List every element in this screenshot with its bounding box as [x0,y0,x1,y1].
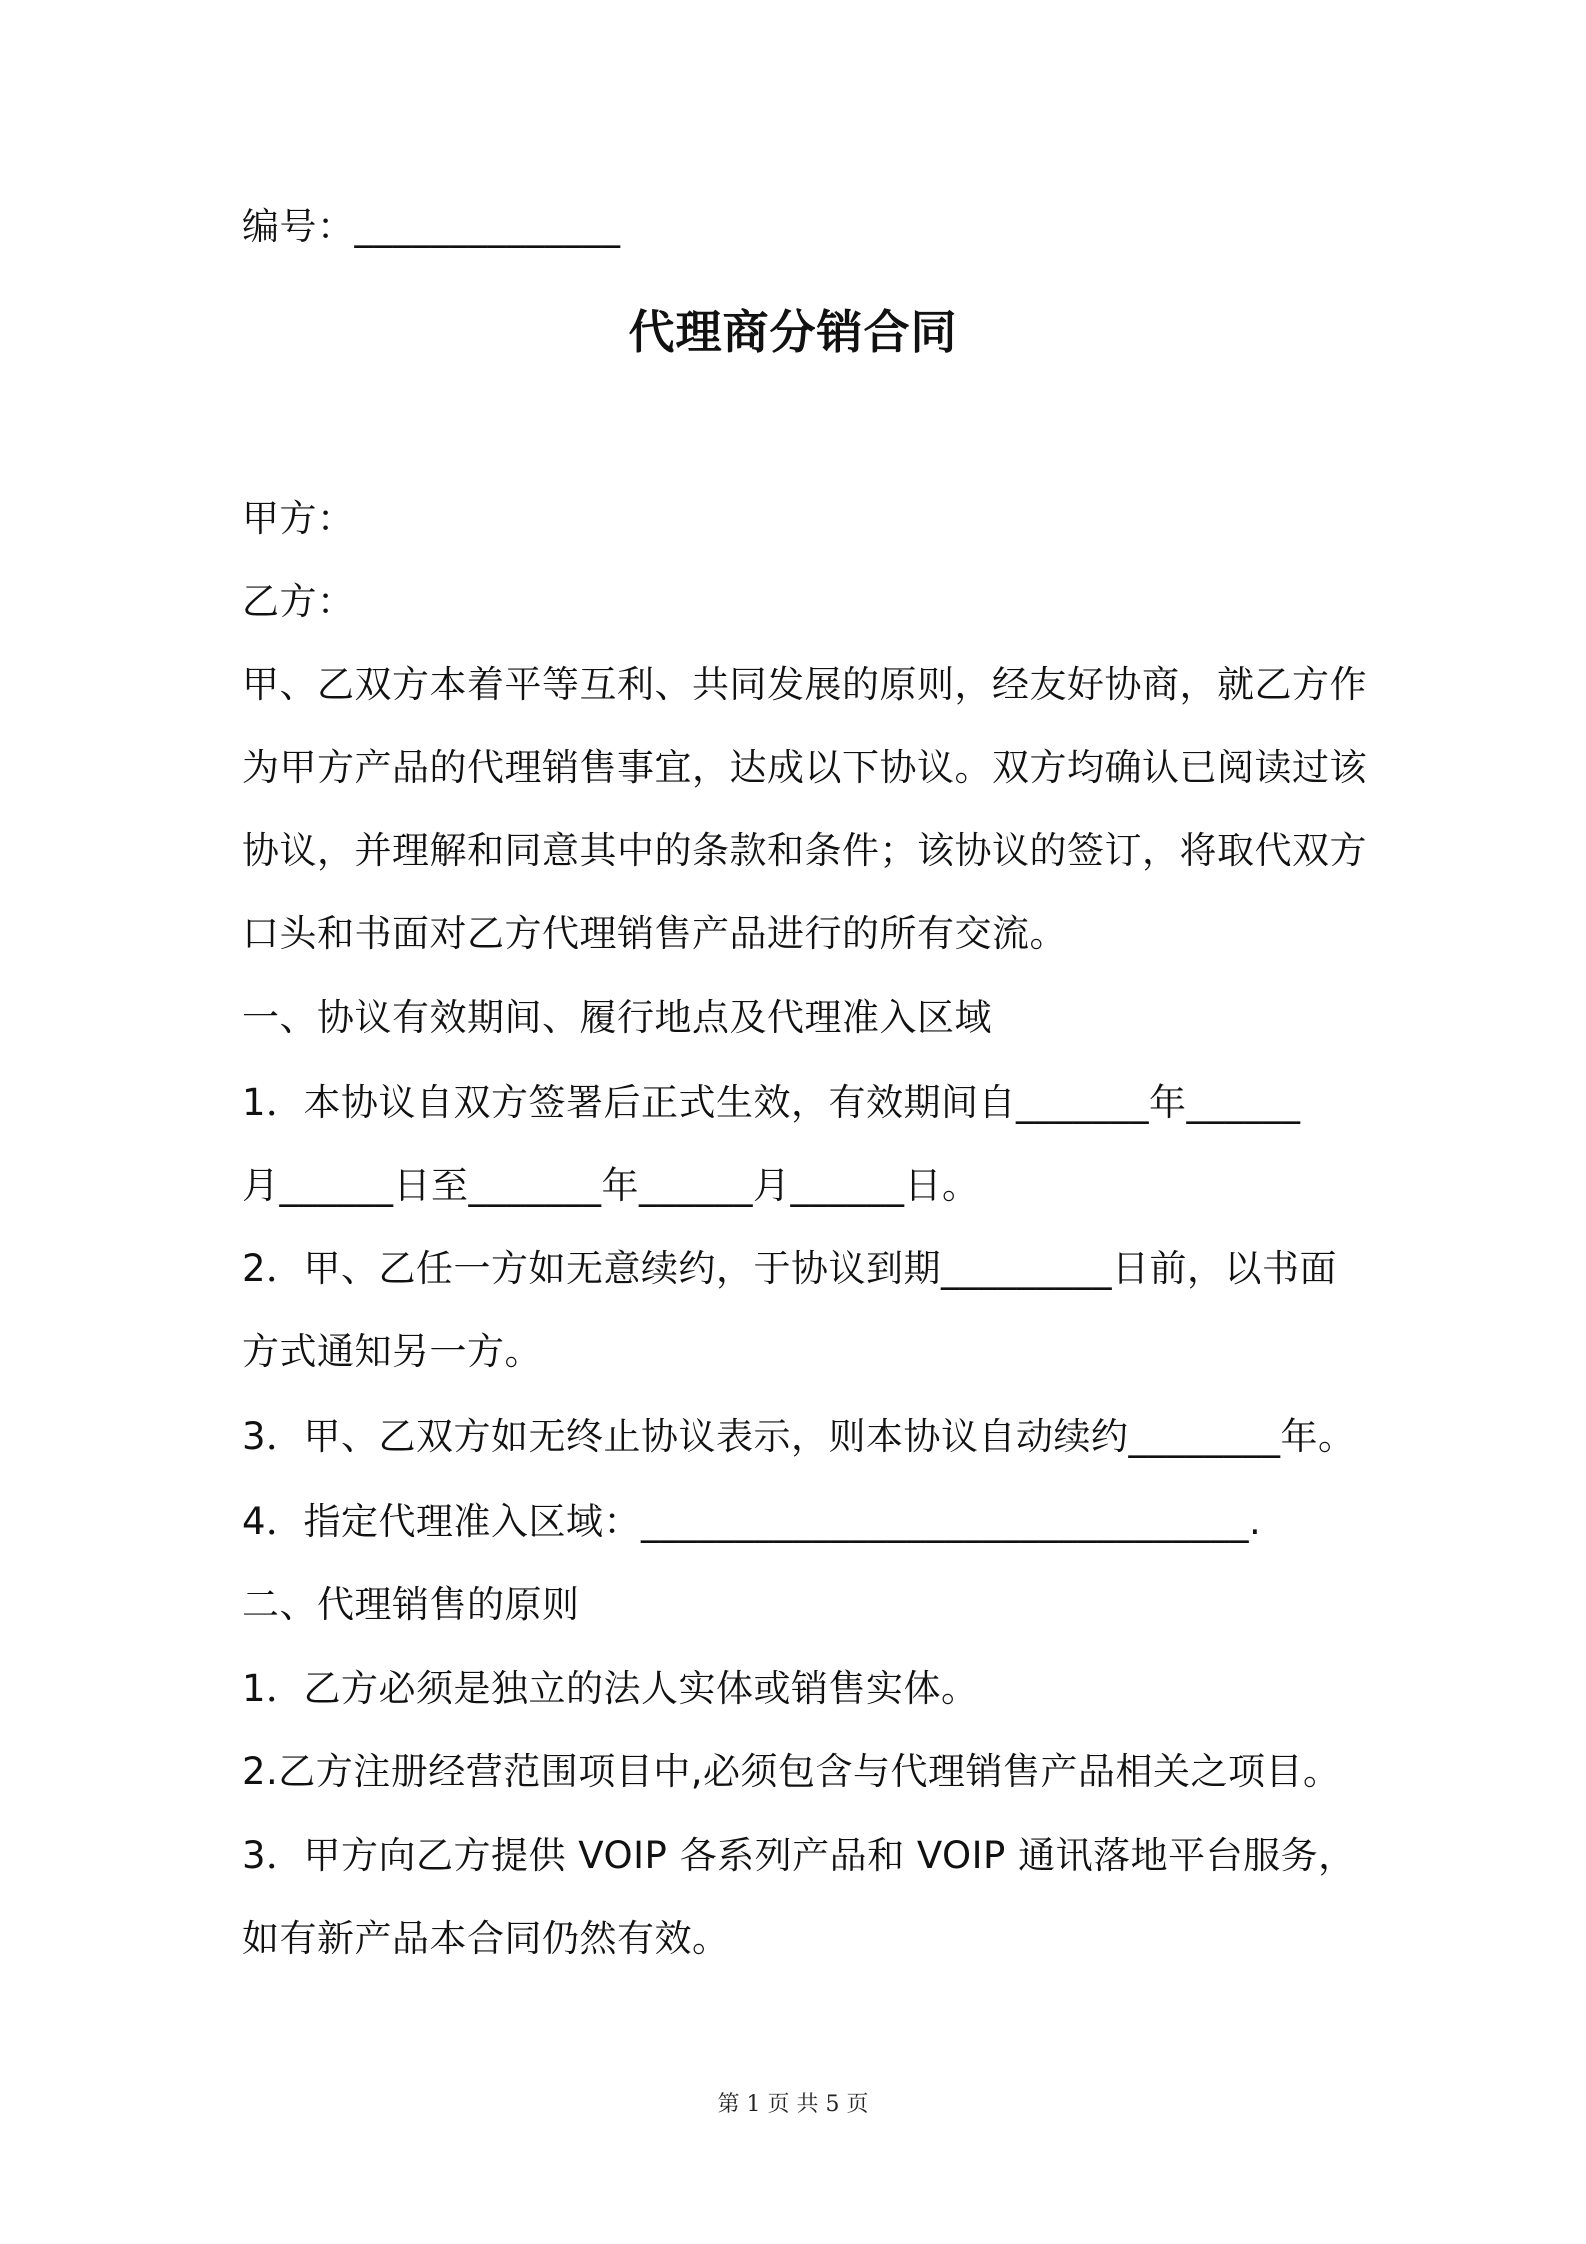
clause-1-3: 3．甲、乙双方如无终止协议表示，则本协议自动续约________年。 [242,1415,1356,1458]
section-heading-1: 一、协议有效期间、履行地点及代理准入区域 [242,996,992,1039]
clause-2-1: 1．乙方必须是独立的法人实体或销售实体。 [242,1667,979,1710]
preamble-line-4: 口头和书面对乙方代理销售产品进行的所有交流。 [242,912,1067,955]
preamble-line-2: 为甲方产品的代理销售事宜，达成以下协议。双方均确认已阅读过该 [242,746,1367,789]
clause-2-3-line-1: 3．甲方向乙方提供 VOIP 各系列产品和 VOIP 通讯落地平台服务， [242,1834,1356,1877]
clause-1-2-line-1: 2．甲、乙任一方如无意续约，于协议到期_________日前，以书面 [242,1247,1338,1290]
clause-2-3-line-2: 如有新产品本合同仍然有效。 [242,1917,730,1960]
section-heading-2: 二、代理销售的原则 [242,1583,580,1626]
serial-number-field: 编号：______________ [242,205,621,248]
preamble-line-3: 协议，并理解和同意其中的条款和条件；该协议的签订，将取代双方 [242,829,1367,872]
clause-1-1-line-1: 1．本协议自双方签署后正式生效，有效期间自_______年______ [242,1081,1301,1124]
clause-1-1-line-2: 月______日至_______年______月______日。 [242,1164,980,1207]
party-a-line: 甲方： [242,497,355,540]
party-b-line: 乙方： [242,580,355,623]
document-title: 代理商分销合同 [628,305,958,359]
clause-1-2-line-2: 方式通知另一方。 [242,1330,542,1373]
preamble-line-1: 甲、乙双方本着平等互利、共同发展的原则，经友好协商，就乙方作 [242,663,1367,706]
clause-2-2: 2.乙方注册经营范围项目中,必须包含与代理销售产品相关之项目。 [242,1750,1341,1793]
clause-1-4: 4．指定代理准入区域：________________________________. [242,1500,1262,1543]
page-number: 第 1 页 共 5 页 [717,2092,869,2117]
